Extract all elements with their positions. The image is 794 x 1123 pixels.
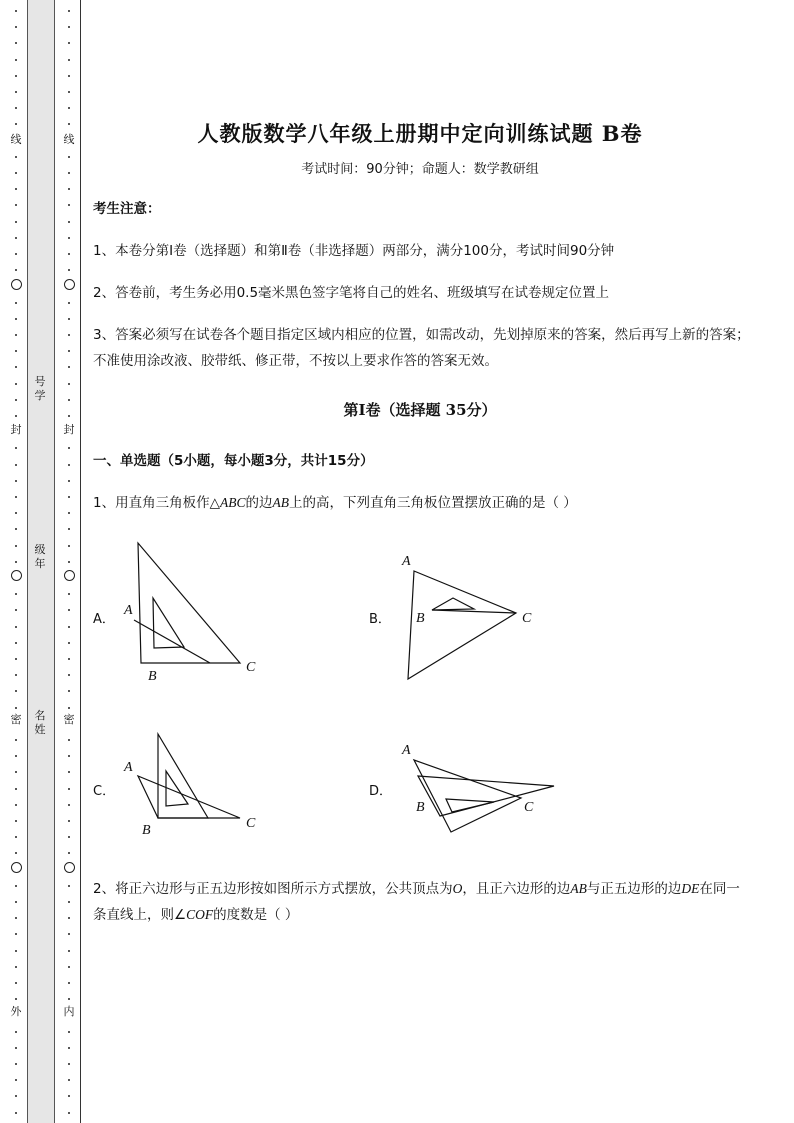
cut-line-char: 外 — [10, 1005, 22, 1018]
q2-text: 2、将正六边形与正五边形按如图所示方式摆放，公共顶点为 — [93, 881, 453, 897]
cut-line-char: 封 — [63, 423, 75, 436]
cut-line-dot — [15, 690, 17, 692]
cut-line-dot — [15, 107, 17, 109]
cut-line-char: 线 — [10, 133, 22, 146]
q1-side-name: AB — [272, 495, 289, 510]
cut-line-dot — [68, 415, 70, 417]
notice-item: 2、答卷前，考生务必用0.5毫米黑色签字笔将自己的姓名、班级填写在试卷规定位置上 — [93, 285, 610, 301]
q1-text: 的边 — [245, 495, 273, 511]
cut-line-dot — [68, 998, 70, 1000]
cut-line-dot — [68, 188, 70, 190]
cut-line-dot — [15, 528, 17, 530]
cut-line-circle — [64, 570, 75, 581]
cut-line-dot — [68, 383, 70, 385]
cut-line-dot — [68, 804, 70, 806]
cut-line-dot — [15, 415, 17, 417]
cut-line-dot — [15, 253, 17, 255]
cut-line-dot — [68, 771, 70, 773]
cut-line-dot — [68, 253, 70, 255]
cut-line-dot — [15, 318, 17, 320]
cut-line-dot — [15, 820, 17, 822]
point-label-a: A — [402, 554, 411, 569]
cut-line-dot — [68, 707, 70, 709]
cut-line-dot — [68, 237, 70, 239]
cut-line-dot — [68, 366, 70, 368]
cut-line-dot — [68, 318, 70, 320]
q2-text: 与正五边形的边 — [586, 881, 682, 897]
cut-line-dot — [15, 1031, 17, 1033]
cut-line-dot — [15, 302, 17, 304]
cut-line-dot — [15, 917, 17, 919]
cut-line-dot — [15, 480, 17, 482]
cut-line-dot — [68, 59, 70, 61]
cut-line-dot — [15, 804, 17, 806]
cut-line-dot — [68, 399, 70, 401]
field-grade: 级年 — [34, 543, 46, 570]
cut-line-dot — [15, 609, 17, 611]
q2-text: ，且正六边形的边 — [462, 881, 571, 897]
cut-line-circle — [11, 862, 22, 873]
cut-line-left — [11, 0, 23, 1123]
option-a-figure[interactable] — [118, 535, 268, 685]
question-2 — [93, 876, 753, 928]
cut-line-dot — [15, 1112, 17, 1114]
cut-line-dot — [68, 950, 70, 952]
set-square — [153, 598, 184, 648]
q2-text: 在同一条直线上，则∠ — [93, 881, 740, 923]
page-subtitle: 考试时间：90分钟；命题人：数学教研组 — [301, 162, 539, 177]
cut-line-dot — [68, 1079, 70, 1081]
notice-heading: 考生注意： — [93, 201, 161, 217]
cut-line-dot — [15, 755, 17, 757]
cut-line-dot — [15, 1079, 17, 1081]
cut-line-dot — [68, 91, 70, 93]
cut-line-dot — [15, 998, 17, 1000]
q2-side-ab: AB — [570, 881, 587, 896]
cut-line-dot — [68, 156, 70, 158]
cut-line-dot — [15, 399, 17, 401]
cut-line-dot — [68, 221, 70, 223]
point-label-b: B — [416, 800, 425, 815]
cut-line-dot — [68, 642, 70, 644]
cut-line-char: 封 — [10, 423, 22, 436]
cut-line-dot — [15, 123, 17, 125]
cut-line-dot — [68, 626, 70, 628]
cut-line-dot — [15, 982, 17, 984]
point-label-a: A — [402, 743, 411, 758]
cut-line-dot — [15, 545, 17, 547]
cut-line-dot — [15, 561, 17, 563]
cut-line-dot — [68, 545, 70, 547]
cut-line-dot — [15, 739, 17, 741]
cut-line-dot — [15, 350, 17, 352]
point-label-c: C — [246, 660, 256, 675]
q1-triangle-name: ABC — [219, 495, 246, 510]
cut-line-dot — [15, 836, 17, 838]
option-c-label[interactable]: C． — [93, 784, 116, 799]
set-square — [418, 776, 554, 816]
cut-line-char: 密 — [10, 713, 22, 726]
cut-line-char: 密 — [63, 713, 75, 726]
cut-line-dot — [68, 204, 70, 206]
cut-line-dot — [15, 59, 17, 61]
cut-line-dot — [15, 1047, 17, 1049]
cut-line-dot — [15, 901, 17, 903]
cut-line-dot — [15, 91, 17, 93]
q2-point-o: O — [452, 881, 463, 896]
section-title: 第I卷（选择题 35分） — [343, 401, 497, 419]
q1-text: 上的高，下列直角三角板位置摆放正确的是（ ） — [288, 495, 577, 511]
cut-line-dot — [15, 237, 17, 239]
option-d-label[interactable]: D． — [369, 784, 393, 799]
cut-line-dot — [15, 156, 17, 158]
option-b-label[interactable]: B． — [369, 612, 391, 627]
cut-line-dot — [68, 1047, 70, 1049]
cut-line-dot — [15, 42, 17, 44]
cut-line-dot — [15, 221, 17, 223]
cut-line-dot — [68, 982, 70, 984]
triangle-abc — [414, 760, 521, 832]
option-d-figure[interactable] — [396, 738, 561, 838]
set-square — [432, 598, 474, 610]
cut-line-dot — [68, 609, 70, 611]
cut-line-circle — [64, 862, 75, 873]
cut-line-dot — [68, 788, 70, 790]
cut-line-dot — [15, 269, 17, 271]
point-label-b: B — [142, 823, 151, 838]
cut-line-circle — [11, 279, 22, 290]
cut-line-dot — [68, 917, 70, 919]
cut-line-dot — [68, 658, 70, 660]
cut-line-dot — [15, 496, 17, 498]
cut-line-dot — [15, 771, 17, 773]
cut-line-dot — [68, 496, 70, 498]
cut-line-dot — [15, 512, 17, 514]
set-square-inner — [446, 799, 494, 812]
triangle-side — [432, 610, 516, 613]
cut-line-dot — [68, 852, 70, 854]
cut-line-dot — [68, 107, 70, 109]
cut-line-right — [64, 0, 76, 1123]
cut-line-dot — [68, 966, 70, 968]
point-label-b: B — [416, 611, 425, 626]
binding-rule-line — [80, 0, 81, 1123]
field-student-number: 号学 — [34, 375, 46, 402]
cut-line-dot — [68, 269, 70, 271]
cut-line-dot — [68, 10, 70, 12]
cut-line-dot — [68, 739, 70, 741]
cut-line-dot — [68, 464, 70, 466]
cut-line-dot — [68, 42, 70, 44]
cut-line-dot — [15, 366, 17, 368]
option-a-label[interactable]: A． — [93, 612, 115, 627]
cut-line-dot — [15, 172, 17, 174]
point-label-c: C — [524, 800, 534, 815]
notice-item: 1、本卷分第I卷（选择题）和第Ⅱ卷（非选择题）两部分，满分100分，考试时间90分钟 — [93, 243, 615, 259]
cut-line-char: 线 — [63, 133, 75, 146]
cut-line-dot — [15, 75, 17, 77]
cut-line-dot — [15, 674, 17, 676]
cut-line-circle — [64, 279, 75, 290]
cut-line-dot — [68, 26, 70, 28]
cut-line-dot — [15, 1095, 17, 1097]
point-label-c: C — [522, 611, 532, 626]
point-label-a: A — [124, 603, 133, 618]
cut-line-dot — [68, 1095, 70, 1097]
cut-line-dot — [15, 26, 17, 28]
cut-line-dot — [15, 852, 17, 854]
cut-line-dot — [68, 836, 70, 838]
point-label-a: A — [124, 760, 133, 775]
binding-margin — [0, 0, 82, 1123]
cut-line-dot — [68, 690, 70, 692]
cut-line-dot — [68, 302, 70, 304]
cut-line-dot — [15, 447, 17, 449]
cut-line-dot — [15, 658, 17, 660]
cut-line-dot — [68, 334, 70, 336]
triangle-abc — [138, 776, 240, 818]
cut-line-dot — [15, 642, 17, 644]
cut-line-dot — [15, 950, 17, 952]
triangle-side — [134, 620, 210, 663]
cut-line-dot — [68, 561, 70, 563]
cut-line-dot — [15, 885, 17, 887]
cut-line-dot — [15, 788, 17, 790]
cut-line-dot — [68, 1063, 70, 1065]
cut-line-dot — [68, 901, 70, 903]
cut-line-dot — [68, 123, 70, 125]
cut-line-dot — [15, 334, 17, 336]
q2-text: 的度数是（ ） — [213, 907, 299, 923]
cut-line-dot — [15, 383, 17, 385]
cut-line-dot — [68, 172, 70, 174]
cut-line-dot — [68, 755, 70, 757]
cut-line-dot — [15, 933, 17, 935]
cut-line-dot — [15, 188, 17, 190]
option-b-figure[interactable] — [396, 548, 546, 688]
cut-line-dot — [15, 10, 17, 12]
cut-line-dot — [15, 626, 17, 628]
cut-line-dot — [15, 464, 17, 466]
cut-line-dot — [68, 1031, 70, 1033]
q1-text: 1、用直角三角板作△ — [93, 495, 220, 511]
cut-line-dot — [68, 528, 70, 530]
cut-line-dot — [68, 593, 70, 595]
field-name: 名姓 — [34, 709, 46, 736]
part-heading: 一、单选题（5小题，每小题3分，共计15分） — [93, 453, 374, 469]
point-label-b: B — [148, 669, 157, 684]
cut-line-dot — [68, 674, 70, 676]
cut-line-dot — [68, 1112, 70, 1114]
cut-line-dot — [15, 204, 17, 206]
notice-item: 3、答案必须写在试卷各个题目指定区域内相应的位置，如需改动，先划掉原来的答案，然后再写上新的答案；不准使用涂改液、胶带纸、修正带，不按以上要求作答的答案无效。 — [93, 327, 750, 369]
cut-line-dot — [68, 447, 70, 449]
cut-line-dot — [15, 593, 17, 595]
cut-line-dot — [68, 820, 70, 822]
cut-line-dot — [68, 480, 70, 482]
option-c-figure[interactable] — [118, 728, 268, 843]
point-label-c: C — [246, 816, 256, 831]
cut-line-dot — [68, 350, 70, 352]
cut-line-circle — [11, 570, 22, 581]
q2-side-de: DE — [681, 881, 700, 896]
cut-line-char: 内 — [63, 1005, 75, 1018]
page-title: 人教版数学八年级上册期中定向训练试题 B卷 — [197, 121, 643, 146]
cut-line-dot — [68, 512, 70, 514]
question-1 — [93, 490, 753, 516]
q2-angle-cof: COF — [186, 907, 214, 922]
cut-line-dot — [15, 707, 17, 709]
cut-line-dot — [68, 885, 70, 887]
cut-line-dot — [68, 933, 70, 935]
cut-line-dot — [15, 1063, 17, 1065]
cut-line-dot — [15, 966, 17, 968]
cut-line-dot — [68, 75, 70, 77]
